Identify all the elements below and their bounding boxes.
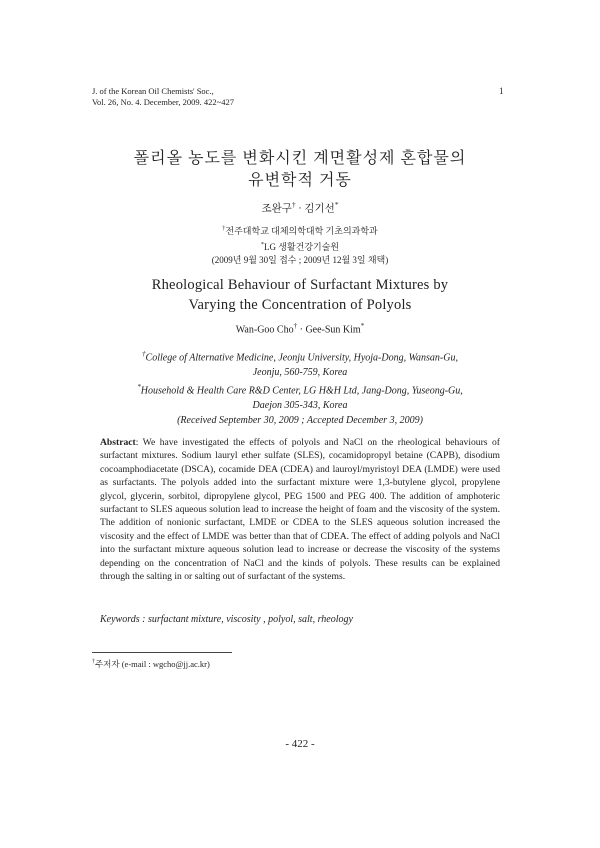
korean-affiliation-2-text: LG 생활건강기술원 <box>264 242 340 252</box>
journal-line-1: J. of the Korean Oil Chemists' Soc., <box>92 86 214 96</box>
aff-mark-dagger: † <box>222 225 226 232</box>
en-author-mark-dagger: † <box>293 322 298 330</box>
footnote <box>92 658 210 670</box>
english-author-1: Wan-Goo Cho <box>235 324 294 336</box>
author-mark-star: * <box>334 200 339 209</box>
footnote-mark: † <box>92 659 95 666</box>
english-affiliation-2-text: Household & Health Care R&D Center, LG H&H Ltd, Jang-Dong, Yuseong-Gu, <box>140 385 463 397</box>
en-author-mark-star: * <box>360 322 365 330</box>
en-aff-mark-dagger: † <box>142 350 146 358</box>
korean-authors <box>0 200 600 216</box>
aff-mark-star: * <box>260 241 265 248</box>
english-affiliations <box>0 347 600 428</box>
keywords: Keywords : surfactant mixture, viscosity , polyol, salt, rheology <box>100 614 353 625</box>
english-affiliation-1-text: College of Alternative Medicine, Jeonju University, Hyoja-Dong, Wansan-Gu, <box>145 352 458 364</box>
korean-affiliation-2 <box>0 238 600 254</box>
journal-line-2: Vol. 26, No. 4. December, 2009. 422~427 <box>92 97 234 107</box>
page-footer-number: - 422 - <box>285 738 315 750</box>
abstract-label: Abstract <box>100 437 136 448</box>
korean-title-line-2: 유변학적 거동 <box>248 172 352 189</box>
footnote-divider <box>92 652 232 653</box>
author-mark-dagger: † <box>291 200 296 209</box>
english-title <box>0 275 600 315</box>
korean-affiliation-1-text: 전주대학교 대체의학대학 기초의과학과 <box>225 226 378 236</box>
korean-affiliations <box>0 222 600 267</box>
korean-author-2: 김기선 <box>304 203 335 215</box>
english-affiliation-2-line-1 <box>0 380 600 399</box>
abstract-text: : We have investigated the effects of polyols and NaCl on the rheological behaviours of surfactant mixtures. Sodium lauryl ether sulfate (SLES), cocamidopropyl betaine (CAPB), disodium cocoamphodiacetate (DSCA), cocamide DEA (CDEA) and lauroyl/myristoyl DEA (LMDE) were used as surfactants. The polyols added into the surfactant mixture were 1,3-butylene glycol, propylene glycol, glycerin, sorbitol, dipropylene glycol, PEG 1500 and PEG 400. The addition of amphoteric surfactant to SLES aqueous solution lead to increase the height of foam and the viscosity of the system. The addition of nonionic surfactant, LMDE or CDEA to the SLES aqueous solution increased the viscosity and the effect of LMDE was better than that of CDEA. The effect of adding polyols and NaCl into the surfactant mixture aqueous solution lead to increase or decrease the viscosity of the systems depending on the concentration of NaCl and the kinds of polyols. These results can be explained through the salting in or salting out of surfactant of the systems. <box>100 437 500 583</box>
english-title-line-1: Rheological Behaviour of Surfactant Mixtures by <box>151 277 449 293</box>
english-affiliation-1-line-2: Jeonju, 560-759, Korea <box>252 366 348 378</box>
korean-affiliation-1 <box>0 222 600 238</box>
abstract <box>100 436 500 583</box>
english-title-line-2: Varying the Concentration of Polyols <box>188 297 412 313</box>
english-dates: (Received September 30, 2009 ; Accepted December 3, 2009) <box>177 414 423 426</box>
header-page-number: 1 <box>499 86 504 96</box>
english-affiliation-2-line-2: Daejon 305-343, Korea <box>252 400 348 412</box>
footnote-text: 주저자 (e-mail : wgcho@jj.ac.kr) <box>94 659 210 669</box>
korean-title <box>0 148 600 192</box>
en-aff-mark-star: * <box>137 383 141 392</box>
author-separator: · <box>295 203 305 215</box>
english-author-2: Gee-Sun Kim <box>305 324 361 336</box>
korean-author-1: 조완구 <box>261 203 292 215</box>
english-affiliation-1-line-1 <box>0 347 600 366</box>
english-authors <box>0 322 600 335</box>
journal-citation <box>92 86 234 108</box>
korean-dates: (2009년 9월 30일 접수 ; 2009년 12월 3일 채택) <box>211 255 389 265</box>
korean-title-line-1: 폴리올 농도를 변화시킨 계면활성제 혼합물의 <box>133 150 467 167</box>
en-author-separator: · <box>297 324 306 336</box>
